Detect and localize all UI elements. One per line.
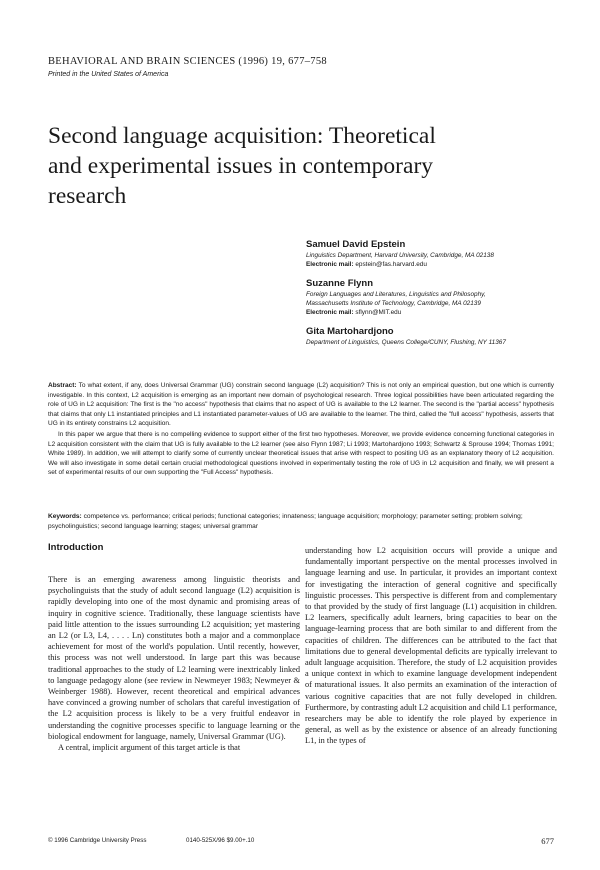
author-epstein xyxy=(306,239,581,269)
abstract-paragraph-1 xyxy=(48,381,554,429)
section-heading-introduction: Introduction xyxy=(48,542,104,553)
abstract-paragraph-2: In this paper we argue that there is no compelling evidence to support either of the first two hypotheses. Moreover, we provide evidence concerning functional categories in L2 acquisition consistent with the claim that UG is fully available to the L2 learner (see also Flynn 1987; Li 1993; Martohardjono 1993; Schwartz & Sprouse 1994; Thomas 1991; White 1989). In addition, we will attempt to clarify some of currently unclear theoretical issues that arise with respect to positing UG as an explanatory theory of L2 acquisition. We will also investigate in some detail certain crucial methodological questions involved in experimentally testing the role of UG in L2 acquisition and finally, we will present a set of experimental results of our own supporting the "Full Access" hypothesis. xyxy=(48,430,554,477)
author-affiliation: Massachusetts Institute of Technology, Cambridge, MA 02139 xyxy=(306,300,481,307)
author-email[interactable]: sflynn@MIT.edu xyxy=(355,309,402,316)
abstract-label: Abstract: xyxy=(48,382,77,389)
copyright-notice: © 1996 Cambridge University Press xyxy=(48,837,147,844)
keywords-text: competence vs. performance; critical periods; functional categories; innateness; language acquisition; morphology; parameter setting; problem solving; psycholinguistics; second language learning; stages; universal grammar xyxy=(48,513,523,530)
page-footer xyxy=(48,837,554,847)
body-paragraph: A central, implicit argument of this target article is that xyxy=(58,743,241,753)
author-flynn xyxy=(306,278,581,317)
keywords xyxy=(48,512,554,531)
author-email-line xyxy=(306,308,581,317)
keywords-label: Keywords: xyxy=(48,513,82,520)
page-number: 677 xyxy=(541,836,554,846)
author-name: Suzanne Flynn xyxy=(306,278,374,289)
author-affiliation: Linguistics Department, Harvard University, Cambridge, MA 02138 xyxy=(306,252,494,259)
abstract-text-1: To what extent, if any, does Universal Grammar (UG) constrain second language (L2) acquisition? This is not only an empirical question, but one which is currently investigable. In this context, L2 acquisition is emerging as an important new domain of psychological research. Three logical possibilities have been articulated regarding the role of UG in L2 acquisition: The first is the "no access" hypothesis that claims that no aspect of UG is available to the L2 learner. The second is the "partial access" hypothesis that claims that only L1 instantiated principles and L1 instantiated parameter-values of UG are available to the learner. The third, called the "full access" hypothesis, asserts that UG in its entirety constrains L2 acquisition. xyxy=(48,382,554,428)
email-label: Electronic mail: xyxy=(306,261,354,268)
printed-note: Printed in the United States of America xyxy=(48,71,169,78)
author-email-line xyxy=(306,260,581,269)
author-block xyxy=(306,239,581,356)
author-affiliation: Foreign Languages and Literatures, Linguistics and Philosophy, xyxy=(306,291,486,298)
author-martohardjono xyxy=(306,326,581,347)
author-email[interactable]: epstein@fas.harvard.edu xyxy=(355,261,427,268)
author-name: Gita Martohardjono xyxy=(306,326,394,337)
body-paragraph: There is an emerging awareness among linguistic theorists and psycholinguists that the study of adult second language (L2) acquisition is rapidly developing into one of the most dynamic and promising areas of inquiry in cognitive science. Traditionally, these language scientists have paid little attention to the issues surrounding L2 acquisition; yet mastering an L2 (or L3, L4, . . . . Ln) constitutes both a major and a commonplace achievement for most of the world's population. Until recently, however, this process was not well understood. In large part this was because traditional approaches to the study of L2 learning were inextricably linked to language pedagogy alone (see review in Newmeyer 1983; Newmeyer & Weinberger 1988). However, recent theoretical and empirical advances have convinced a growing number of scholars that careful investigation of the L2 acquisition process is likely to be a very fruitful endeavor in understanding the cognitive processes specific to language learning or the biological endowment for language, namely, Universal Grammar (UG). xyxy=(48,575,300,741)
article-title: Second language acquisition: Theoretical and experimental issues in contemporary research xyxy=(48,123,436,209)
author-affiliation: Department of Linguistics, Queens College/CUNY, Flushing, NY 11367 xyxy=(306,339,506,346)
body-column-right xyxy=(305,545,557,747)
author-name: Samuel David Epstein xyxy=(306,239,406,250)
email-label: Electronic mail: xyxy=(306,309,354,316)
abstract xyxy=(48,381,554,478)
issn-code: 0140-525X/96 $9.00+.10 xyxy=(186,837,255,844)
body-column-left xyxy=(48,542,300,753)
journal-header: BEHAVIORAL AND BRAIN SCIENCES (1996) 19, 677–758 xyxy=(48,56,327,67)
body-paragraph: understanding how L2 acquisition occurs will provide a unique and fundamentally important perspective on the mental processes involved in language learning and use. In particular, it provides an important context for investigating the interaction of general cognitive and specifically linguistic processes. This perspective is different from and complementary to that provided by the study of first language (L1) acquisition in children. L2 learners, specifically adult learners, bring capacities to bear on the language-learning process that are both similar to and different from the capacities of children. The differences can be attributed to the fact that limitations due to general developmental deficits are typically irrelevant to adult language acquisition. Therefore, the study of L2 acquisition provides a unique context in which to examine language development independent of maturational issues. It also permits an examination of the interaction of various cognitive capacities that are not fully developed in children. Furthermore, by contrasting adult L2 acquisition and child L1 performance, researchers may be able to identify the role played by experience in general, as well as by the existence or absence of an already functioning L1, in the types of xyxy=(305,546,557,746)
